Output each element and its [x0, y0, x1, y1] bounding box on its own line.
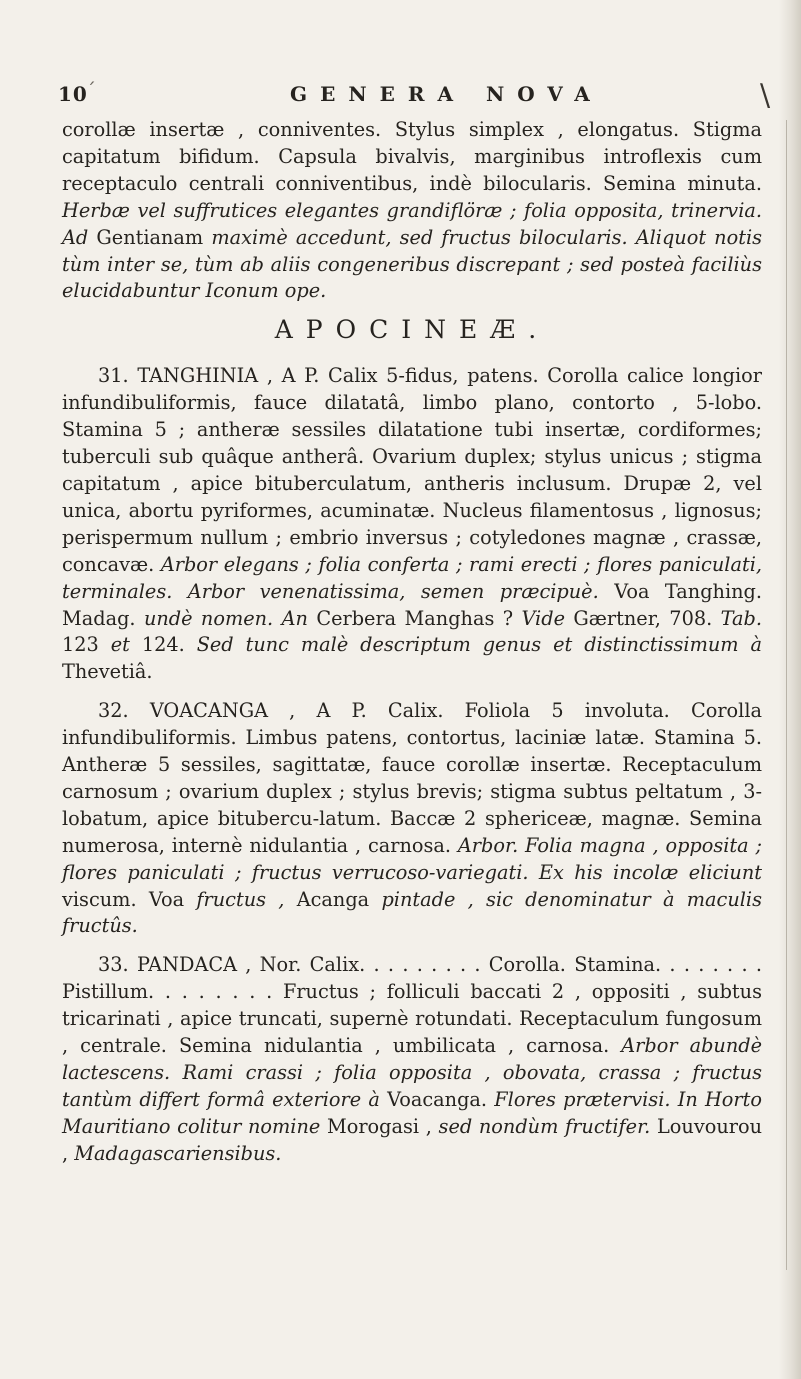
entry-tanghinia: [62, 363, 762, 686]
page-edge-line: [786, 120, 787, 1270]
entry-text: Gærtner, 708.: [573, 606, 721, 630]
entry-italic: Flores prætervisi. In Horto Mauritiano colitur nomine: [62, 1087, 762, 1138]
entry-text: Cerbera Manghas ?: [316, 606, 522, 630]
running-title: GENERA NOVA: [290, 82, 603, 106]
entry-text: 32. VOACANGA , A P. Calix. Foliola 5 involuta. Corolla infundibuliformis. Limbus patens, contortus, laciniæ latæ. Stamina 5. Antheræ 5 sessiles, sagittatæ, fauce corollæ insertæ. Receptaculum carnosum ; ovarium duplex ; stylus brevis; stigma subtus peltatum , 3-lobatum, apice bitubercu-latum. Baccæ 2 sphericeæ, magnæ. Semina numerosa, internè nidulantia , carnosa.: [62, 699, 762, 857]
intro-italic-1: Herbæ vel suffrutices elegantes grandiflöræ ; folia opposita, trinervia. Ad: [62, 198, 762, 249]
page-number: 10: [58, 82, 88, 106]
entry-text: Louvourou ,: [62, 1114, 762, 1165]
entry-text: Morogasi ,: [326, 1114, 439, 1138]
entry-italic: Tab.: [720, 606, 762, 630]
entry-italic: Sed tunc malè descriptum genus et distinctissimum à: [196, 633, 762, 657]
entry-italic: sed nondùm fructifer.: [438, 1114, 657, 1138]
running-header: [58, 80, 778, 114]
entry-text: 31. TANGHINIA , A P. Calix 5-fidus, patens. Corolla calice longior infundibuliformis, fauce dilatatâ, limbo plano, contorto , 5-lobo. Stamina 5 ; antheræ sessiles dilatatione tubi insertæ, cordiformes; tuberculi sub quâque antherâ. Ovarium duplex; stylus unicus ; stigma capitatum , apice bituberculatum, antheris inclusum. Drupæ 2, vel unica, abortu pyriformes, acuminatæ. Nucleus filamentosus , lignosus; perispermum nullum ; embrio inversus ; cotyledones magnæ , crassæ, concavæ.: [62, 364, 762, 576]
entry-italic: pintade , sic denominatur à maculis fructûs.: [62, 887, 762, 938]
entry-text: Thevetiâ.: [62, 660, 153, 684]
entry-text: 123: [62, 633, 111, 657]
entry-text: Acanga: [296, 887, 382, 911]
body-text: [62, 117, 762, 1168]
pencil-tick-mark: ´: [86, 78, 96, 102]
entry-voacanga: [62, 698, 762, 940]
entry-text: Voacanga.: [387, 1087, 495, 1111]
page-edge-shadow: [779, 0, 801, 1379]
entry-italic: et: [110, 633, 142, 657]
entry-italic: Madagascariensibus.: [74, 1141, 282, 1165]
intro-paragraph: [62, 117, 762, 305]
entry-text: Voa Tanghing. Madag.: [62, 579, 763, 630]
intro-text-1: corollæ insertæ , conniventes. Stylus simplex , elongatus. Stigma capitatum bifidum. Capsula bivalvis, marginibus introflexis cum receptaculo centrali conniventibus, indè bilocularis. Semina minuta.: [62, 118, 762, 195]
entry-italic: undè nomen. An: [143, 606, 317, 630]
entry-italic: Arbor. Folia magna , opposita ; flores paniculati ; fructus verrucoso-variegati. Ex his incolæ eliciunt: [62, 833, 762, 884]
entry-italic: fructus ,: [196, 887, 297, 911]
margin-mark: \: [760, 78, 771, 113]
entry-text: 124.: [141, 633, 197, 657]
entry-pandaca: [62, 952, 762, 1167]
intro-italic-2: maximè accedunt, sed fructus bilocularis. Aliquot notis tùm inter se, tùm ab aliis congeneribus discrepant ; sed posteà faciliùs elucidabuntur Iconum ope.: [62, 225, 763, 303]
entry-text: viscum. Voa: [62, 887, 197, 911]
entry-italic: Arbor elegans ; folia conferta ; rami erecti ; flores paniculati, terminales. Arbor venenatissima, semen præcipuè.: [62, 552, 762, 603]
entry-italic: Arbor abundè lactescens. Rami crassi ; folia opposita , obovata, crassa ; fructus tantùm differt formâ exteriore à: [62, 1034, 762, 1111]
entry-text: 33. PANDACA , Nor. Calix. . . . . . . . . Corolla. Stamina. . . . . . . . Pistillum. . . . . . . . Fructus ; folliculi baccati 2 , oppositi , subtus tricarinati , apice truncati, supernè rotundati. Receptaculum fungosum , centrale. Semina nidulantia , umbilicata , carnosa.: [62, 953, 762, 1058]
section-title: APOCINEÆ.: [274, 315, 550, 345]
intro-text-2: Gentianam: [96, 225, 212, 249]
entry-italic: Vide: [521, 606, 574, 630]
